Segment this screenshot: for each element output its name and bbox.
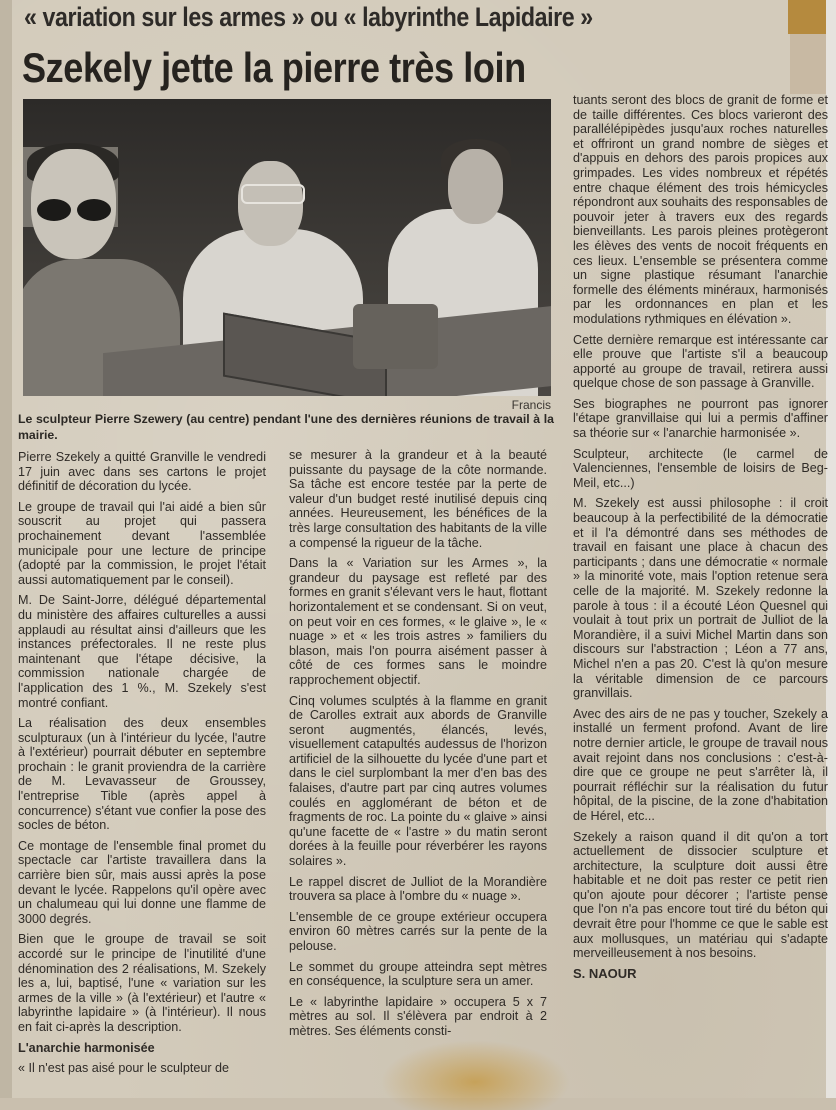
- glasses-icon: [241, 184, 305, 204]
- article-column-3: [573, 93, 828, 987]
- paragraph: L'ensemble de ce groupe extérieur occupera environ 60 mètres carrés sur la pente de la pelouse.: [289, 909, 547, 953]
- article-headline: Szekely jette la pierre très loin: [22, 44, 526, 91]
- paragraph: Avec des airs de ne pas y toucher, Szekely a installé un ferment profond. Avant de lire notre dernier article, le groupe de travail nous avait rejoint dans nos conclusions : c'est-à-dire que ce groupe ne peut s'arrêter là, il pourrait réfléchir sur la réalisation du futur hôpital, de la piscine, de la zone d'habitation de Hérel, etc...: [573, 706, 828, 823]
- article-column-1: [18, 450, 266, 1082]
- paragraph: Ce montage de l'ensemble final promet du spectacle car l'artiste travaillera dans la carrière bien sûr, mais aussi après la pose devant le lycée. Rappelons qu'il opère avec un chalumeau qui lui donne une flamme de 3000 degrés.: [18, 838, 266, 926]
- tape-patch: [788, 0, 826, 34]
- paragraph: Sculpteur, architecte (le carmel de Valenciennes, l'ensemble de loisirs de Beg-Meil, etc...): [573, 446, 828, 490]
- paragraph: Cinq volumes sculptés à la flamme en granit de Carolles extrait aux abords de Granville seront augmentés, élancés, levés, visuellement catapultés audessus de l'horizon artificiel de la silhouette du lycée d'une part et dans le ciel surplombant la mer d'en bas des falaises, d'autre part par cinq autres volumes coulés en agglomérant de béton et de fragments de roc. La pointe du « glaive » ainsi qu'une facette de « l'astre » du matin seront dorées à la feuille pour réverbérer les rayons solaires ».: [289, 693, 547, 869]
- paragraph: Ses biographes ne pourront pas ignorer l'étape granvillaise qui lui a permis d'affiner sa théorie sur « l'anarchie harmonisée ».: [573, 396, 828, 441]
- bag: [353, 304, 438, 369]
- paragraph: tuants seront des blocs de granit de forme et de taille différentes. Ces blocs varieront des parallélépipèdes jusqu'aux roches naturelles et offriront un grand nombre de sièges et d'appuis en dehors des parois propices aux grimpades. Les vides nombreux et répétés entre chaque élément des trois hémicycles répondront aux souhaits des responsables de pouvoir jeter à travers eux des regards bienveillants. Les parois pleines protègeront les élèves des vents de nocoit fréquents en ces lieux. L'ensemble se présentera comme un signe plastique résumant l'anarchie formelle des éléments minéraux, harmonisés par les ordonnances en plan et les modulations rythmiques en élévation ».: [573, 93, 828, 326]
- person-right-head: [448, 149, 503, 224]
- paragraph: se mesurer à la grandeur et à la beauté puissante du paysage de la côte normande. Sa tâche est encore testée par la perte de valeur d'un budget resté inutilisé depuis cinq années. Heureusement, les bénéfices de la très large consultation des habitants de la ville a compensé la rigueur de la tâche.: [289, 448, 547, 550]
- paragraph: M. De Saint-Jorre, délégué départemental du ministère des affaires culturelles a aussi applaudi au résultat ainsi d'ailleurs que les instances préfectorales. Il ne reste plus maintenant que l'étape décisive, la commission nationale chargée de l'application des 1 %., M. Szekely s'est montré confiant.: [18, 593, 266, 710]
- paragraph: Bien que le groupe de travail se soit accordé sur le principe de l'inutilité d'une dénomination des 2 réalisations, M. Szekely les a, lui, baptisé, l'une « variation sur les armes de la ville » (à l'extérieur) et l'autre « labyrinthe lapidaire » (à l'intérieur). Il nous en fait ci-après la description.: [18, 932, 266, 1034]
- article-kicker: « variation sur les armes » ou « labyrinthe Lapidaire »: [24, 2, 593, 32]
- paragraph: La réalisation des deux ensembles sculpturaux (un à l'intérieur du lycée, l'autre à l'extérieur) pourrait débuter en septembre prochain : le granit proviendra de la carrière de M. Levavasseur de Groussey, l'entreprise Tible (après appel à concurrence) s'étant vue confier la pose des socles de béton.: [18, 716, 266, 833]
- paragraph: Le sommet du groupe atteindra sept mètres en conséquence, la sculpture sera un amer.: [289, 959, 547, 989]
- paragraph: « Il n'est pas aisé pour le sculpteur de: [18, 1061, 230, 1076]
- paragraph: Le groupe de travail qui l'ai aidé a bien sûr souscrit au projet qui passera prochainement devant l'assemblée municipale pour une lecture de principe (adopté par la commission, le projet l'était aussi automatiquement par le conseil).: [18, 499, 266, 587]
- photo-credit: Francis: [511, 398, 551, 412]
- paragraph: Szekely a raison quand il dit qu'on a tort actuellement de dissocier sculpture et architecture, la sculpture doit aussi être habitable et ne doit pas rester ce petit rien qu'on ajoute pour décorer ; l'artiste pense que l'on n'a pas encore tout tiré du béton qui devrait être pour l'homme ce que le sable est aux mollusques, un matériau qui s'adapte merveilleusement à nos besoins.: [573, 829, 828, 961]
- paragraph: M. Szekely est aussi philosophe : il croit beaucoup à la perfectibilité de la démocratie et il l'a démontré dans ses méthodes de travail en faisant une place à chacun des participants ; dans une démocratie « normale » la minorité vote, mais l'option retenue sera celle de la majorité. M. Szekely redonne la parole à tous : il a écouté Léon Quesnel qui voulait à tout prix un portrait de Julliot de la Morandière, il a suivi Michel Martin dans son discours sur l'abstraction ; Léon a 77 ans, Michel n'en a pas 20. C'est là qu'on mesure la véritable dimension de ce parcours granvillais.: [573, 496, 828, 701]
- section-subhead: L'anarchie harmonisée: [18, 1040, 155, 1055]
- article-photo: [23, 99, 551, 396]
- paragraph: Le « labyrinthe lapidaire » occupera 5 x 7 mètres au sol. Il s'élèvera par endroit à 2 mètres. Ses éléments consti-: [289, 994, 547, 1038]
- paper-patch: [790, 34, 826, 94]
- paragraph: Cette dernière remarque est intéressante car elle prouve que l'artiste s'il a beaucoup apporté au groupe de travail, retirera aussi quelque chose de son passage à Granville.: [573, 332, 828, 391]
- sunglasses-icon: [37, 199, 117, 221]
- scan-left-edge: [0, 0, 12, 1098]
- article-column-2: [289, 448, 547, 1045]
- photo-caption: Le sculpteur Pierre Szewery (au centre) pendant l'une des dernières réunions de travail à la mairie.: [18, 412, 554, 442]
- paragraph: Dans la « Variation sur les Armes », la grandeur du paysage est refleté par des formes en granit s'élevant vers le haut, flottant horizontalement et se condensant. Si on veut, on peut voir en ces formes, « le glaive », le « nuage » et « les trois astres » familiers du blason, mais l'on pourra aisément passer à côté de ces formes sans le moindre rapprochement objectif.: [289, 556, 547, 687]
- paragraph: Le rappel discret de Julliot de la Morandière trouvera sa place à l'ombre du « nuage ».: [289, 874, 547, 904]
- author-signature: S. NAOUR: [573, 965, 637, 981]
- paragraph: Pierre Szekely a quitté Granville le vendredi 17 juin avec dans ses cartons le projet définitif de décoration du lycée.: [18, 450, 266, 494]
